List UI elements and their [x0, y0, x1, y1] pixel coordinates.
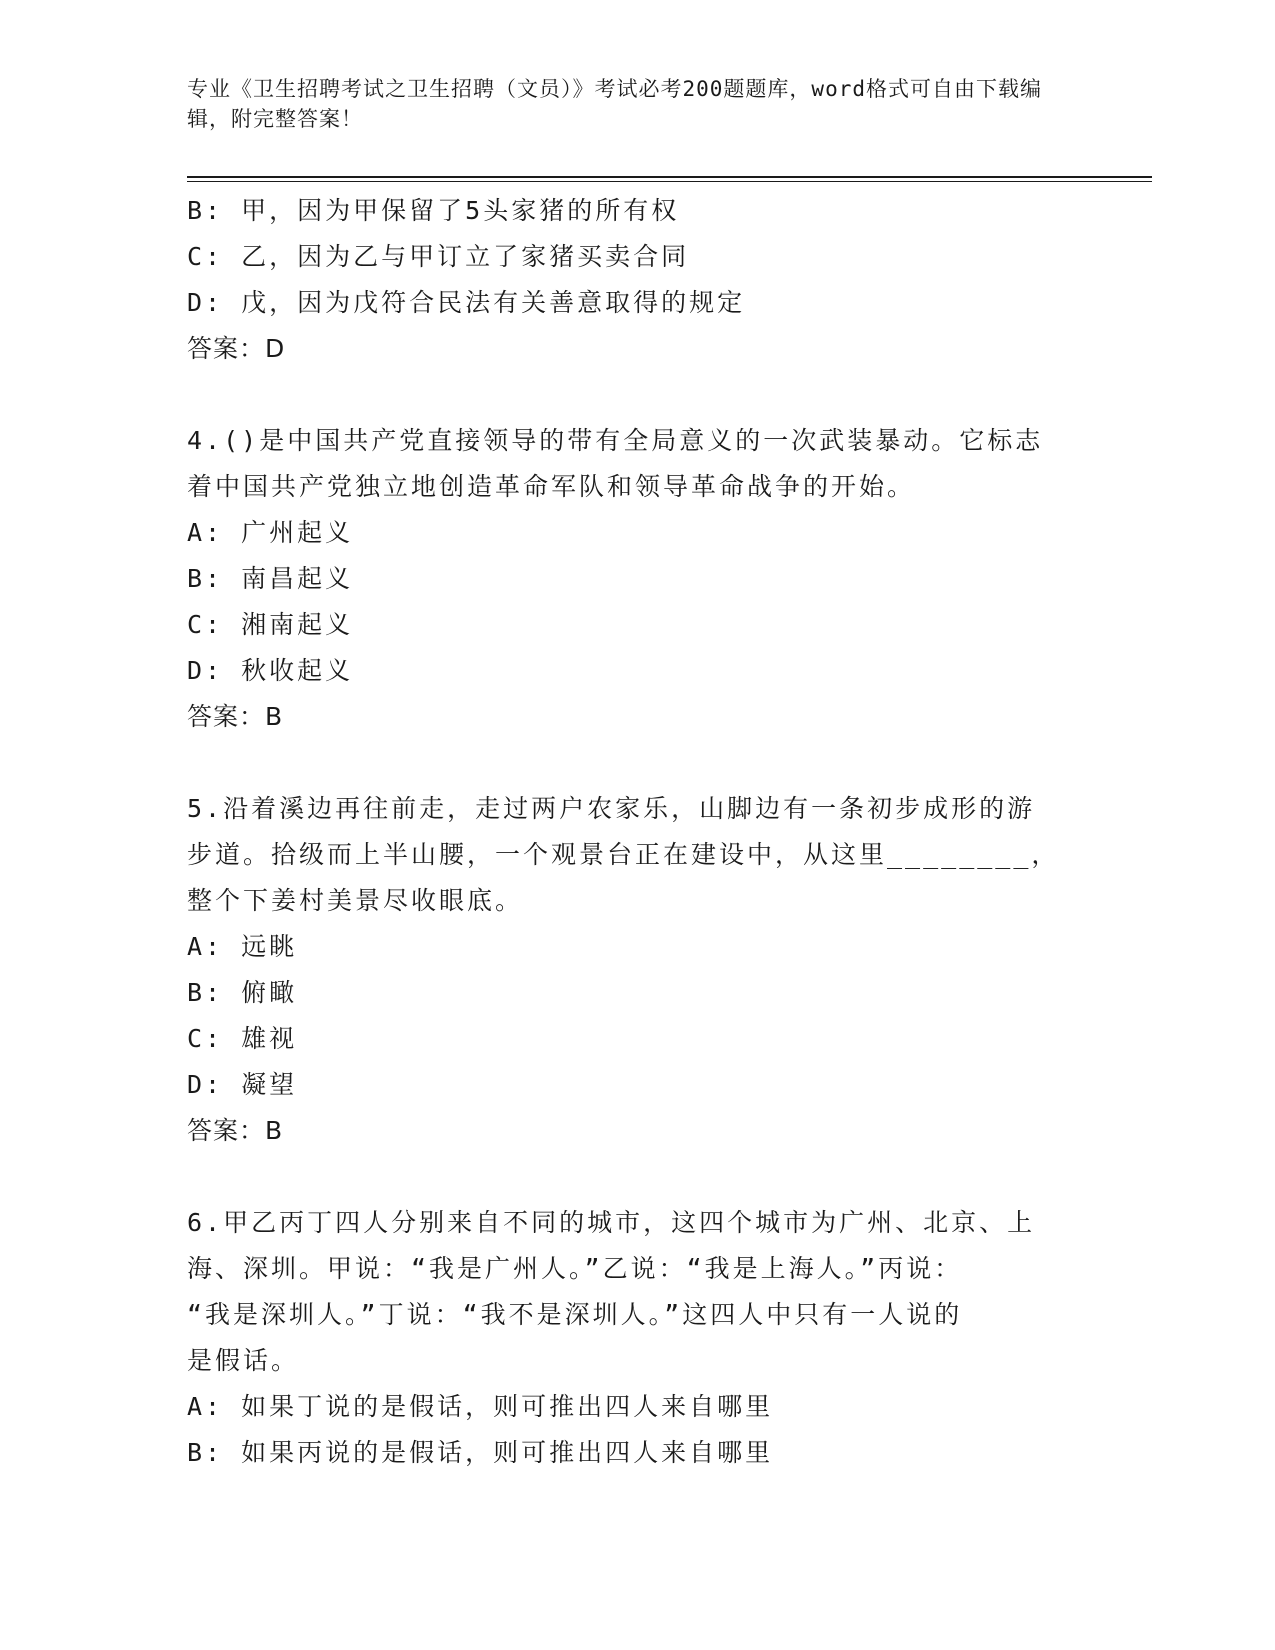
answer: 答案：B	[187, 702, 284, 731]
option-d: D: 凝望	[187, 1070, 298, 1099]
question-4	[187, 418, 1067, 740]
document-header: 专业《卫生招聘考试之卫生招聘（文员）》考试必考200题题库，word格式可自由下载编辑，附完整答案！	[187, 77, 1042, 131]
option-b: B: 甲，因为甲保留了5头家猪的所有权	[187, 196, 680, 225]
document-body	[187, 188, 1067, 1476]
question-stem-line: “我是深圳人。”丁说：“我不是深圳人。”这四人中只有一人说的	[187, 1300, 963, 1329]
question-stem-line: 着中国共产党独立地创造革命军队和领导革命战争的开始。	[187, 472, 916, 501]
question-gap	[187, 1154, 1067, 1200]
header-divider-thick	[187, 176, 1152, 178]
option-c: C: 雄视	[187, 1024, 298, 1053]
question-gap	[187, 372, 1067, 418]
option-b: B: 南昌起义	[187, 564, 354, 593]
question-stem-line: 海、深圳。甲说：“我是广州人。”乙说：“我是上海人。”丙说：	[187, 1254, 963, 1283]
option-d: D: 秋收起义	[187, 656, 354, 685]
question-3-tail	[187, 188, 1067, 372]
answer: 答案：B	[187, 1116, 284, 1145]
question-5	[187, 786, 1067, 1154]
question-stem-line: 步道。拾级而上半山腰，一个观景台正在建设中，从这里________，	[187, 840, 1060, 869]
question-gap	[187, 740, 1067, 786]
question-6	[187, 1200, 1067, 1476]
option-c: C: 乙，因为乙与甲订立了家猪买卖合同	[187, 242, 690, 271]
option-b: B: 如果丙说的是假话，则可推出四人来自哪里	[187, 1438, 774, 1467]
answer: 答案：D	[187, 334, 286, 363]
question-stem-line: 6.甲乙丙丁四人分别来自不同的城市，这四个城市为广州、北京、上	[187, 1208, 1036, 1237]
option-a: A: 远眺	[187, 932, 298, 961]
option-a: A: 如果丁说的是假话，则可推出四人来自哪里	[187, 1392, 774, 1421]
option-b: B: 俯瞰	[187, 978, 298, 1007]
question-stem-line: 整个下姜村美景尽收眼底。	[187, 886, 524, 915]
question-stem-line: 5.沿着溪边再往前走，走过两户农家乐，山脚边有一条初步成形的游	[187, 794, 1036, 823]
question-stem-line: 是假话。	[187, 1346, 300, 1375]
option-a: A: 广州起义	[187, 518, 354, 547]
header-divider-thin	[187, 181, 1152, 182]
option-c: C: 湘南起义	[187, 610, 354, 639]
question-stem-line: 4.()是中国共产党直接领导的带有全局意义的一次武装暴动。它标志	[187, 426, 1044, 455]
option-d: D: 戊，因为戊符合民法有关善意取得的规定	[187, 288, 746, 317]
